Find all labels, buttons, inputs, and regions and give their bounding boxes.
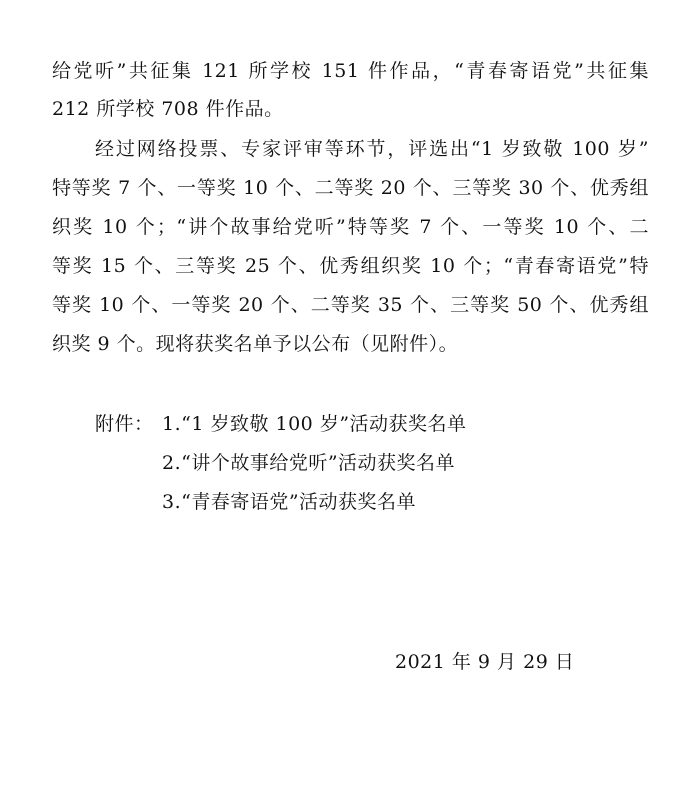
attachment-item-1: 1.“1 岁致敬 100 岁”活动获奖名单 (162, 413, 467, 435)
paragraph-2-line-2: 特等奖 7 个、一等奖 10 个、二等奖 20 个、三等奖 30 个、优秀组 (52, 177, 649, 199)
paragraph-1-line-2: 212 所学校 708 件作品。 (52, 98, 284, 120)
attachment-item-3: 3.“青春寄语党”活动获奖名单 (162, 491, 417, 513)
document-date: 2021 年 9 月 29 日 (395, 651, 575, 673)
attachments-label: 附件： (95, 413, 154, 435)
paragraph-2-line-4: 等奖 15 个、三等奖 25 个、优秀组织奖 10 个；“青春寄语党”特 (52, 255, 649, 277)
paragraph-2-line-6: 织奖 9 个。现将获奖名单予以公布（见附件）。 (52, 333, 459, 355)
attachment-item-2: 2.“讲个故事给党听”活动获奖名单 (162, 452, 456, 474)
paragraph-2-line-1: 经过网络投票、专家评审等环节，评选出“1 岁致敬 100 岁” (95, 138, 649, 160)
paragraph-1-line-1: 给党听”共征集 121 所学校 151 件作品，“青春寄语党”共征集 (52, 60, 649, 82)
paragraph-2-line-3: 织奖 10 个；“讲个故事给党听”特等奖 7 个、一等奖 10 个、二 (52, 216, 649, 238)
paragraph-2-line-5: 等奖 10 个、一等奖 20 个、二等奖 35 个、三等奖 50 个、优秀组 (52, 294, 649, 316)
